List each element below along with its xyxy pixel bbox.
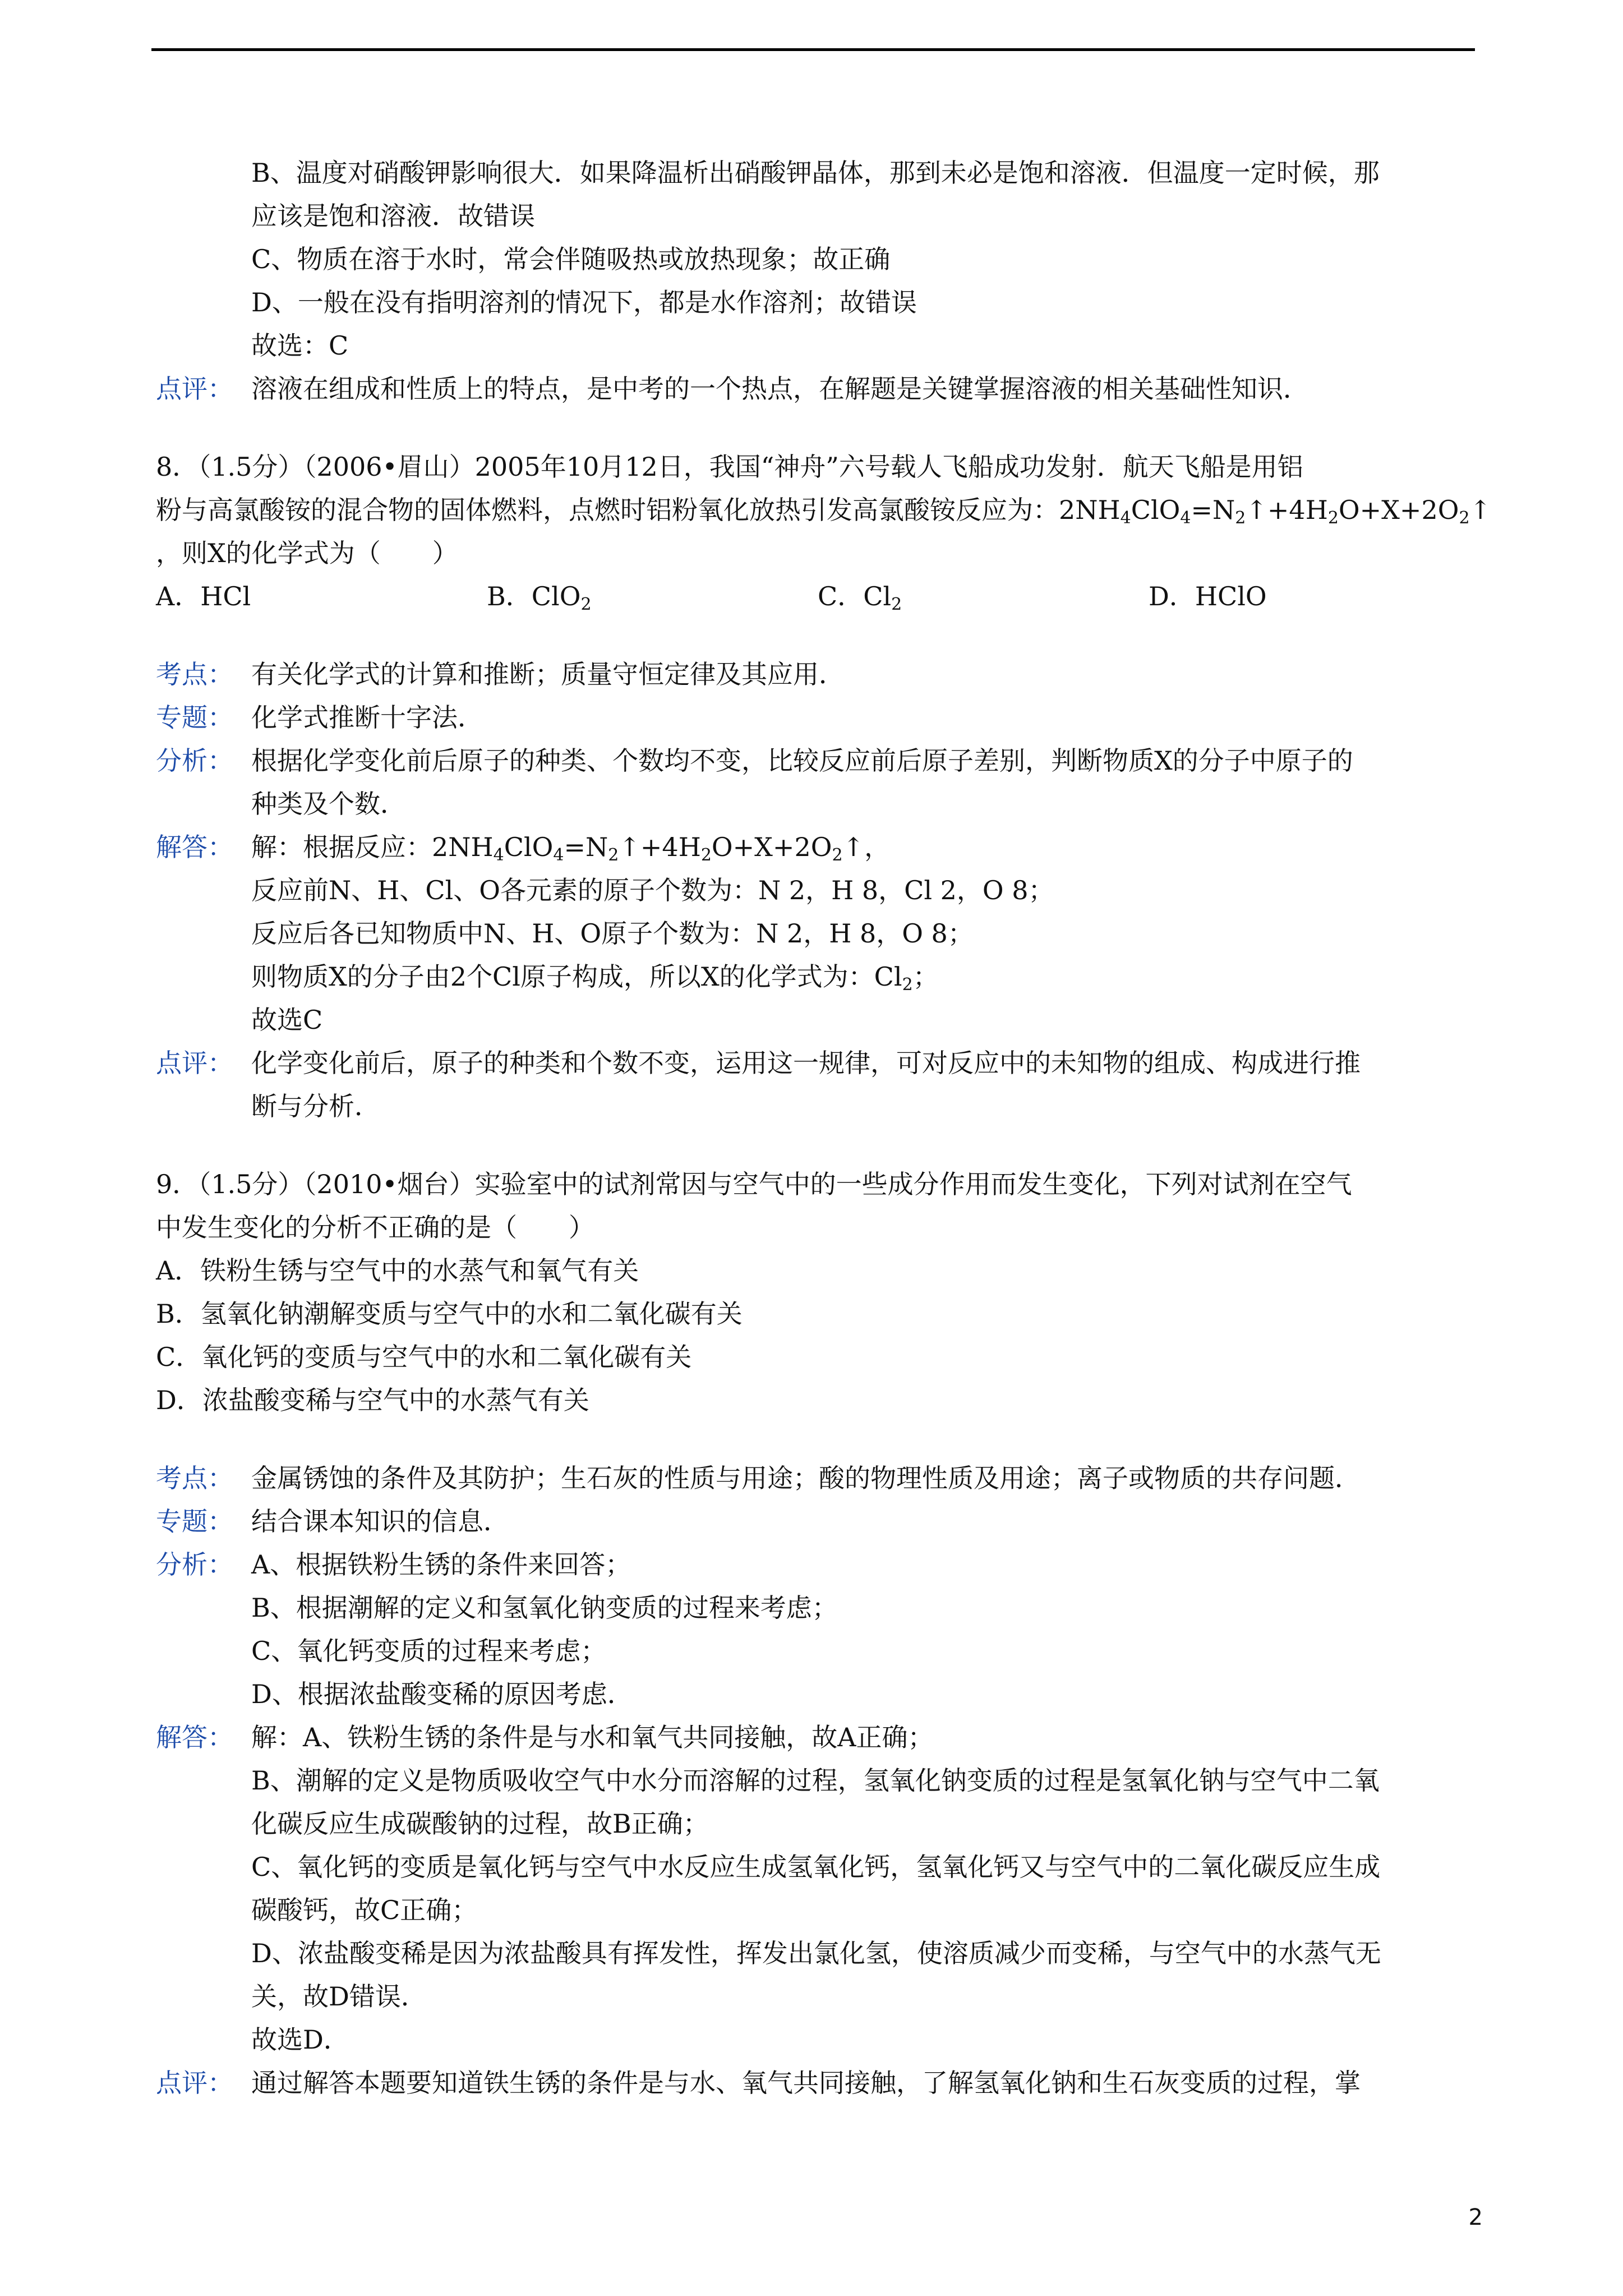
text-line: B、温度对硝酸钾影响很大．如果降温析出硝酸钾晶体，那到未必是饱和溶液．但温度一定时候，那 (251, 158, 1380, 188)
page-content (156, 151, 1492, 2105)
text-line: 故选：C (251, 330, 349, 361)
page-number: 2 (1468, 2205, 1483, 2230)
question-stem: 中发生变化的分析不正确的是（ ） (156, 1212, 594, 1243)
option-d: D．HClO (1149, 581, 1267, 611)
dianping-section: 点评： 化学变化前后，原子的种类和个数不变，运用这一规律，可对反应中的未知物的组成、构成进行推 断与分析． (156, 1042, 1479, 1128)
jieda-section: 解答： 解：根据反应：$2NH_4ClO_4=N_2↑+4H_2O+X+2O_2↑$， 反应前N、H、Cl、O各元素的原子个数为：N 2，H 8，Cl 2，O 8； 反应后各已知物质中N、H、O原子个数为：N 2，H 8，O 8； 则物质X的分子由2个Cl原子构成，所以X的化学式为：$Cl_2$； 故选C (156, 826, 1479, 1042)
kaodian-label: 考点： (156, 659, 233, 689)
kaodian-label: 考点： (156, 1463, 233, 1493)
fenxi-label: 分析： (156, 746, 233, 776)
fenxi-section: 分析： A、根据铁粉生锈的条件来回答； B、根据潮解的定义和氢氧化钠变质的过程来考虑； C、氧化钙变质的过程来考虑； D、根据浓盐酸变稀的原因考虑． (156, 1543, 1479, 1716)
fenxi-section: 分析： 根据化学变化前后原子的种类、个数均不变，比较反应前后原子差别，判断物质X的分子中原子的 种类及个数． (156, 739, 1479, 826)
header-rule (151, 48, 1475, 51)
option-b: B．氢氧化钠潮解变质与空气中的水和二氧化碳有关 (156, 1299, 743, 1329)
zhuanti-label: 专题： (156, 702, 233, 733)
question-8 (156, 445, 1492, 1128)
option-b: B．ClO$_2$ (487, 581, 592, 614)
jieda-label: 解答： (156, 832, 233, 862)
question-9 (156, 1163, 1479, 2105)
kaodian-section: 考点： 有关化学式的计算和推断；质量守恒定律及其应用． (156, 653, 1479, 696)
zhuanti-section: 专题： 结合课本知识的信息． (156, 1500, 1479, 1543)
dianping-section: 点评： 通过解答本题要知道铁生锈的条件是与水、氧气共同接触，了解氢氧化钠和生石灰变质的过程，掌 (156, 2062, 1479, 2105)
option-c: C．$Cl_2$ (818, 581, 902, 614)
zhuanti-section: 专题： 化学式推断十字法． (156, 696, 1479, 739)
question-stem: ，则X的化学式为（ ） (156, 538, 458, 568)
dianping-label: 点评： (156, 1048, 233, 1078)
question-stem: 8．（1.5分）（2006•眉山）2005年10月12日，我国“神舟”六号载人飞船成功发射．航天飞船是用铝 (156, 452, 1303, 482)
dianping-label: 点评： (156, 2068, 233, 2098)
question-stem: 9．（1.5分）（2010•烟台）实验室中的试剂常因与空气中的一些成分作用而发生变化，下列对试剂在空气 (156, 1169, 1352, 1199)
zhuanti-label: 专题： (156, 1506, 233, 1536)
text-line: 应该是饱和溶液．故错误 (251, 201, 535, 231)
option-d: D．浓盐酸变稀与空气中的水蒸气有关 (156, 1385, 589, 1415)
option-a: A．铁粉生锈与空气中的水蒸气和氧气有关 (156, 1255, 639, 1286)
option-c: C．氧化钙的变质与空气中的水和二氧化碳有关 (156, 1342, 692, 1372)
jieda-label: 解答： (156, 1722, 233, 1752)
text-line: C、物质在溶于水时，常会伴随吸热或放热现象；故正确 (251, 244, 891, 274)
question-stem: 粉与高氯酸铵的混合物的固体燃料，点燃时铝粉氧化放热引发高氯酸铵反应为：$2NH_4ClO_4=N_2↑+4H_2O+X+2O_2↑$ (156, 495, 1492, 528)
fenxi-label: 分析： (156, 1549, 233, 1580)
kaodian-section: 考点： 金属锈蚀的条件及其防护；生石灰的性质与用途；酸的物理性质及用途；离子或物质的共存问题． (156, 1457, 1479, 1500)
dianping-label: 点评： (156, 374, 233, 404)
option-a: A．HCl (156, 581, 251, 611)
text-line: D、一般在没有指明溶剂的情况下，都是水作溶剂；故错误 (251, 287, 917, 318)
dianping-section (156, 367, 1479, 411)
jieda-section: 解答： 解：A、铁粉生锈的条件是与水和氧气共同接触，故A正确； B、潮解的定义是物质吸收空气中水分而溶解的过程，氢氧化钠变质的过程是氢氧化钠与空气中二氧 化碳反应生成碳酸钠的过程，故B正确； C、氧化钙的变质是氧化钙与空气中水反应生成氢氧化钙，氢氧化钙又与空气中的二氧化碳反应生成 碳酸钙，故C正确； D、浓盐酸变稀是因为浓盐酸具有挥发性，挥发出氯化氢，使溶质减少而变稀，与空气中的水蒸气无 关，故D错误． 故选D． (156, 1716, 1479, 2062)
options-row (156, 575, 1479, 618)
text-line: 溶液在组成和性质上的特点，是中考的一个热点，在解题是关键掌握溶液的相关基础性知识． (251, 374, 1309, 404)
